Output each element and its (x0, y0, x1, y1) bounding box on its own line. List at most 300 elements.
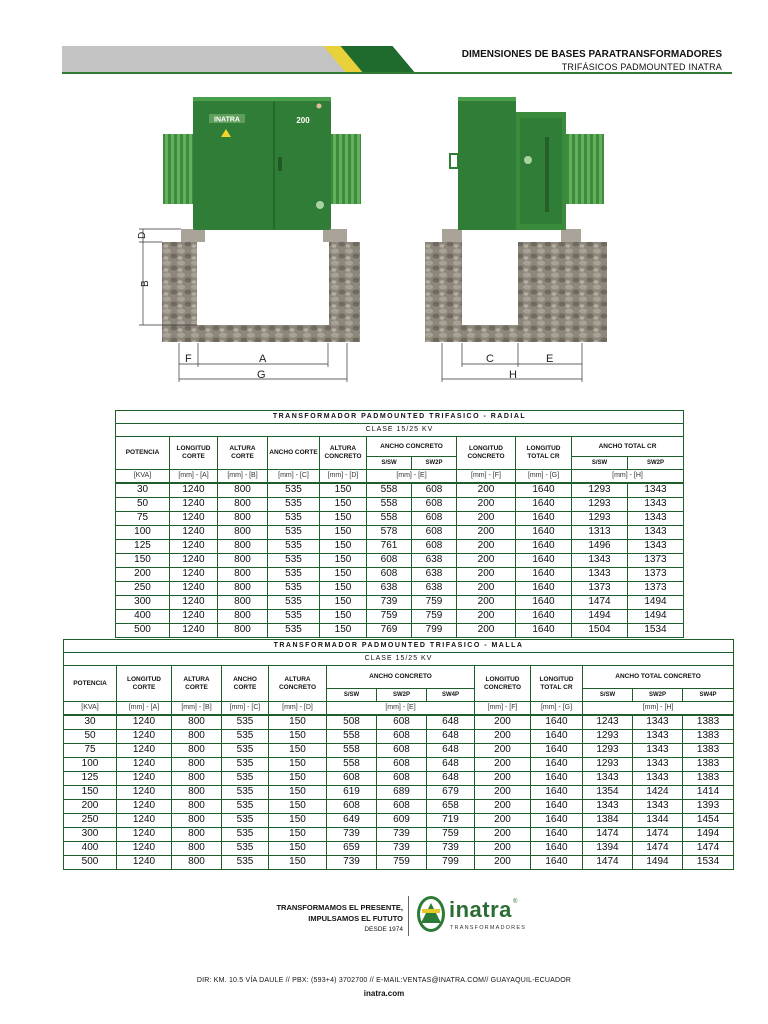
table-row (116, 497, 684, 511)
table-cell: 739 (377, 827, 427, 841)
table-cell: 1343 (633, 799, 683, 813)
table-cell: 1494 (683, 827, 734, 841)
table-cell: 1383 (683, 729, 734, 743)
table-cell: 535 (268, 497, 320, 511)
table-cell: 535 (222, 813, 269, 827)
table-cell: 769 (367, 623, 412, 637)
table-cell: 1293 (583, 743, 633, 757)
table-cell: 1640 (516, 525, 572, 539)
table-cell: 150 (320, 553, 367, 567)
table-cell: 1504 (572, 623, 628, 637)
table-cell: 1240 (117, 799, 172, 813)
malla-title: TRANSFORMADOR PADMOUNTED TRIFASICO - MALLA (64, 640, 734, 653)
table-cell: 200 (475, 743, 531, 757)
table-cell: 759 (412, 595, 457, 609)
table-cell: 558 (367, 511, 412, 525)
malla-hdr-ssw-total: S/SW (583, 689, 633, 702)
table-row (116, 595, 684, 609)
unit-cell: [mm] - [B] (218, 470, 268, 484)
table-cell: 150 (320, 483, 367, 497)
table-cell: 649 (327, 813, 377, 827)
svg-text:H: H (509, 369, 517, 381)
table-cell: 608 (377, 799, 427, 813)
table-cell: 1640 (531, 799, 583, 813)
table-cell: 1240 (170, 609, 218, 623)
radiator-left (163, 134, 193, 204)
table-cell: 150 (269, 757, 327, 771)
table-cell: 1240 (117, 855, 172, 869)
table-cell: 1383 (683, 715, 734, 729)
table-cell: 1240 (170, 539, 218, 553)
table-cell: 1494 (572, 609, 628, 623)
table-cell: 150 (269, 785, 327, 799)
table-cell: 1240 (117, 841, 172, 855)
table-cell: 125 (64, 771, 117, 785)
table-cell: 739 (367, 595, 412, 609)
table-cell: 535 (268, 567, 320, 581)
table-cell: 535 (222, 841, 269, 855)
footer-address: DIR: KM. 10.5 VÍA DAULE // PBX: (593+4) 3702700 // E-MAIL:VENTAS@INATRA.COM// GUAYAQUIL-ECUADOR (196, 977, 572, 984)
table-cell: 200 (116, 567, 170, 581)
table-cell: 1394 (583, 841, 633, 855)
table-cell: 200 (475, 855, 531, 869)
table-cell: 608 (367, 567, 412, 581)
table-cell: 300 (116, 595, 170, 609)
table-cell: 200 (475, 785, 531, 799)
table-cell: 800 (218, 623, 268, 637)
malla-table (63, 639, 734, 870)
table-cell: 800 (218, 581, 268, 595)
table-cell: 500 (64, 855, 117, 869)
unit-cell: [KVA] (64, 702, 117, 716)
table-row (116, 539, 684, 553)
table-row (116, 567, 684, 581)
table-cell: 1343 (583, 771, 633, 785)
radial-hdr-ancho-total: ANCHO TOTAL CR (572, 437, 684, 457)
table-cell: 1496 (572, 539, 628, 553)
table-cell: 500 (116, 623, 170, 637)
unit-cell: [mm] - [G] (516, 470, 572, 484)
table-row (64, 785, 734, 799)
svg-text:G: G (257, 369, 266, 381)
table-cell: 1474 (583, 827, 633, 841)
table-cell: 1640 (516, 581, 572, 595)
table-cell: 535 (268, 623, 320, 637)
table-cell: 535 (222, 855, 269, 869)
radial-hdr-potencia: POTENCIA (116, 437, 170, 470)
table-cell: 800 (218, 553, 268, 567)
radial-table-body (116, 483, 684, 637)
table-cell: 200 (475, 827, 531, 841)
page-title: DIMENSIONES DE BASES PARATRANSFORMADORES (461, 49, 722, 60)
header-gray-band (62, 46, 362, 74)
table-cell: 200 (457, 609, 516, 623)
table-cell: 1474 (633, 841, 683, 855)
radial-hdr-ssw: S/SW (367, 457, 412, 470)
table-cell: 250 (64, 813, 117, 827)
table-cell: 800 (172, 743, 222, 757)
table-cell: 638 (412, 581, 457, 595)
table-cell: 1343 (628, 497, 684, 511)
table-cell: 1640 (531, 855, 583, 869)
table-cell: 1343 (583, 799, 633, 813)
table-cell: 1240 (170, 483, 218, 497)
table-cell: 1343 (633, 715, 683, 729)
table-row (64, 715, 734, 729)
malla-clase: CLASE 15/25 KV (64, 653, 734, 666)
table-cell: 200 (475, 813, 531, 827)
table-cell: 608 (412, 483, 457, 497)
table-cell: 1343 (628, 539, 684, 553)
table-cell: 1494 (633, 855, 683, 869)
table-cell: 200 (64, 799, 117, 813)
radial-hdr-ancho-concreto: ANCHO CONCRETO (367, 437, 457, 457)
page-header (62, 46, 732, 74)
table-cell: 1240 (170, 623, 218, 637)
front-view-diagram (135, 92, 370, 392)
table-cell: 800 (172, 827, 222, 841)
radial-hdr-altura-corte: ALTURA CORTE (218, 437, 268, 470)
radial-title: TRANSFORMADOR PADMOUNTED TRIFASICO - RADIAL (116, 411, 684, 424)
table-cell: 1640 (531, 813, 583, 827)
table-cell: 1383 (683, 743, 734, 757)
table-cell: 535 (268, 553, 320, 567)
table-cell: 200 (457, 553, 516, 567)
table-cell: 608 (412, 511, 457, 525)
table-cell: 1240 (170, 525, 218, 539)
table-cell: 535 (268, 483, 320, 497)
table-cell: 1293 (572, 511, 628, 525)
table-cell: 609 (377, 813, 427, 827)
malla-table-body (64, 715, 734, 869)
logo-shield-icon (416, 895, 446, 933)
unit-cell: [mm] - [B] (172, 702, 222, 716)
table-cell: 800 (218, 567, 268, 581)
table-cell: 535 (222, 715, 269, 729)
inatra-logo (416, 893, 536, 938)
slogan-line-2: IMPULSAMOS EL FUTUTO (308, 914, 403, 923)
table-cell: 739 (427, 841, 475, 855)
table-cell: 1240 (117, 813, 172, 827)
table-cell: 150 (320, 623, 367, 637)
unit-cell: [mm] - [E] (327, 702, 475, 716)
table-cell: 150 (320, 497, 367, 511)
radial-hdr-sw2p-total: SW2P (628, 457, 684, 470)
table-cell: 535 (268, 511, 320, 525)
table-cell: 1240 (117, 785, 172, 799)
table-cell: 1640 (531, 757, 583, 771)
table-cell: 1373 (628, 581, 684, 595)
table-cell: 200 (475, 771, 531, 785)
table-cell: 150 (320, 567, 367, 581)
table-cell: 150 (320, 581, 367, 595)
table-cell: 800 (218, 483, 268, 497)
table-cell: 608 (377, 715, 427, 729)
table-cell: 1640 (516, 483, 572, 497)
malla-hdr-sw4p: SW4P (427, 689, 475, 702)
table-cell: 1640 (516, 511, 572, 525)
table-cell: 1640 (531, 743, 583, 757)
malla-hdr-longitud-concreto: LONGITUD CONCRETO (475, 666, 531, 702)
table-cell: 200 (457, 511, 516, 525)
malla-hdr-longitud-total: LONGITUD TOTAL CR (531, 666, 583, 702)
table-cell: 1240 (117, 771, 172, 785)
table-cell: 1343 (633, 771, 683, 785)
table-cell: 1373 (572, 581, 628, 595)
table-cell: 50 (64, 729, 117, 743)
table-cell: 200 (457, 483, 516, 497)
table-cell: 200 (457, 595, 516, 609)
table-cell: 608 (377, 771, 427, 785)
svg-text:B: B (140, 280, 151, 287)
table-cell: 1640 (531, 827, 583, 841)
table-cell: 535 (222, 757, 269, 771)
table-cell: 1474 (572, 595, 628, 609)
table-cell: 1293 (572, 497, 628, 511)
table-cell: 1474 (633, 827, 683, 841)
table-cell: 800 (172, 799, 222, 813)
table-cell: 608 (412, 497, 457, 511)
table-cell: 1640 (516, 609, 572, 623)
table-cell: 648 (427, 771, 475, 785)
logo-divider (408, 896, 409, 936)
unit-cell: [mm] - [A] (170, 470, 218, 484)
table-cell: 150 (320, 595, 367, 609)
radial-hdr-ssw-total: S/SW (572, 457, 628, 470)
table-cell: 800 (218, 497, 268, 511)
table-cell: 1343 (628, 511, 684, 525)
table-cell: 1240 (170, 595, 218, 609)
table-cell: 648 (427, 715, 475, 729)
table-cell: 759 (412, 609, 457, 623)
table-cell: 300 (64, 827, 117, 841)
table-cell: 1293 (572, 483, 628, 497)
table-cell: 200 (475, 729, 531, 743)
table-cell: 1414 (683, 785, 734, 799)
table-cell: 200 (475, 799, 531, 813)
table-cell: 1240 (117, 715, 172, 729)
malla-hdr-altura-corte: ALTURA CORTE (172, 666, 222, 702)
table-row (64, 827, 734, 841)
table-cell: 250 (116, 581, 170, 595)
table-cell: 558 (367, 483, 412, 497)
radial-hdr-altura-concreto: ALTURA CONCRETO (320, 437, 367, 470)
table-cell: 50 (116, 497, 170, 511)
footer-website[interactable]: inatra.com (363, 989, 405, 998)
table-cell: 1343 (572, 567, 628, 581)
unit-cell: [mm] - [F] (475, 702, 531, 716)
slogan-line-1: TRANSFORMAMOS EL PRESENTE, (276, 903, 403, 912)
table-cell: 400 (116, 609, 170, 623)
table-cell: 1474 (583, 855, 633, 869)
table-cell: 658 (427, 799, 475, 813)
table-cell: 1494 (628, 609, 684, 623)
radial-clase: CLASE 15/25 KV (116, 424, 684, 437)
table-cell: 1534 (628, 623, 684, 637)
table-cell: 150 (116, 553, 170, 567)
table-cell: 800 (172, 841, 222, 855)
table-cell: 400 (64, 841, 117, 855)
table-cell: 100 (64, 757, 117, 771)
table-row (64, 771, 734, 785)
table-cell: 759 (377, 855, 427, 869)
table-cell: 608 (377, 743, 427, 757)
table-cell: 535 (268, 539, 320, 553)
table-cell: 1343 (572, 553, 628, 567)
table-cell: 1240 (117, 729, 172, 743)
table-row (64, 729, 734, 743)
unit-cell: [mm] - [A] (117, 702, 172, 716)
radial-hdr-sw2p: SW2P (412, 457, 457, 470)
table-cell: 200 (457, 497, 516, 511)
table-cell: 608 (327, 799, 377, 813)
table-cell: 1454 (683, 813, 734, 827)
table-cell: 1383 (683, 757, 734, 771)
malla-hdr-sw4p-total: SW4P (683, 689, 734, 702)
table-cell: 800 (218, 539, 268, 553)
table-cell: 1240 (170, 567, 218, 581)
table-cell: 1343 (633, 743, 683, 757)
table-cell: 638 (412, 567, 457, 581)
radiator-right (331, 134, 361, 204)
table-cell: 659 (327, 841, 377, 855)
table-cell: 799 (412, 623, 457, 637)
svg-text:F: F (185, 353, 192, 365)
table-cell: 1343 (628, 483, 684, 497)
table-cell: 150 (269, 729, 327, 743)
table-row (64, 855, 734, 869)
table-cell: 619 (327, 785, 377, 799)
table-cell: 1240 (170, 553, 218, 567)
malla-units-row (64, 702, 734, 716)
table-cell: 759 (367, 609, 412, 623)
table-cell: 150 (269, 841, 327, 855)
table-cell: 1494 (628, 595, 684, 609)
logo-brand: inatra (449, 897, 512, 922)
table-cell: 1384 (583, 813, 633, 827)
table-cell: 535 (222, 771, 269, 785)
table-cell: 535 (222, 799, 269, 813)
table-cell: 150 (269, 743, 327, 757)
table-cell: 739 (377, 841, 427, 855)
unit-cell: [mm] - [D] (269, 702, 327, 716)
table-cell: 1343 (628, 525, 684, 539)
table-cell: 100 (116, 525, 170, 539)
table-cell: 1640 (531, 729, 583, 743)
table-cell: 150 (269, 771, 327, 785)
table-row (116, 525, 684, 539)
table-cell: 638 (412, 553, 457, 567)
table-cell: 800 (172, 715, 222, 729)
table-cell: 1640 (516, 539, 572, 553)
table-cell: 800 (218, 525, 268, 539)
unit-cell: [mm] - [F] (457, 470, 516, 484)
table-cell: 558 (327, 743, 377, 757)
table-cell: 150 (64, 785, 117, 799)
table-cell: 1240 (170, 581, 218, 595)
svg-text:200: 200 (296, 116, 310, 125)
table-cell: 1373 (628, 553, 684, 567)
table-cell: 1640 (516, 567, 572, 581)
table-cell: 150 (320, 511, 367, 525)
slogan-since: DESDE 1974 (364, 926, 403, 933)
table-cell: 200 (457, 539, 516, 553)
table-cell: 800 (218, 511, 268, 525)
table-cell: 125 (116, 539, 170, 553)
table-cell: 800 (172, 771, 222, 785)
malla-hdr-ancho-corte: ANCHO CORTE (222, 666, 269, 702)
table-cell: 1424 (633, 785, 683, 799)
svg-text:C: C (486, 353, 494, 365)
malla-hdr-ancho-concreto: ANCHO CONCRETO (327, 666, 475, 689)
radial-table (115, 410, 684, 638)
table-cell: 1240 (117, 827, 172, 841)
table-cell: 719 (427, 813, 475, 827)
table-cell: 648 (427, 729, 475, 743)
table-cell: 1640 (531, 715, 583, 729)
side-view-diagram (425, 92, 615, 392)
table-cell: 535 (222, 729, 269, 743)
unit-cell: [mm] - [D] (320, 470, 367, 484)
table-cell: 150 (320, 525, 367, 539)
svg-text:INATRA: INATRA (214, 116, 240, 124)
table-row (64, 813, 734, 827)
table-cell: 535 (268, 595, 320, 609)
table-cell: 1240 (170, 511, 218, 525)
table-row (64, 841, 734, 855)
table-cell: 150 (269, 715, 327, 729)
malla-hdr-longitud-corte: LONGITUD CORTE (117, 666, 172, 702)
unit-cell: [mm] - [H] (572, 470, 684, 484)
table-cell: 150 (269, 799, 327, 813)
table-row (116, 511, 684, 525)
table-cell: 1344 (633, 813, 683, 827)
radial-hdr-ancho-corte: ANCHO CORTE (268, 437, 320, 470)
table-cell: 759 (427, 827, 475, 841)
table-cell: 200 (457, 525, 516, 539)
radial-units-row (116, 470, 684, 484)
table-cell: 1313 (572, 525, 628, 539)
table-row (116, 483, 684, 497)
table-cell: 739 (327, 855, 377, 869)
table-cell: 200 (457, 567, 516, 581)
page-subtitle: TRIFÁSICOS PADMOUNTED INATRA (561, 62, 722, 72)
table-cell: 1534 (683, 855, 734, 869)
table-cell: 761 (367, 539, 412, 553)
table-cell: 558 (367, 497, 412, 511)
unit-cell: [mm] - [G] (531, 702, 583, 716)
table-cell: 608 (412, 525, 457, 539)
table-cell: 200 (475, 757, 531, 771)
table-cell: 1240 (170, 497, 218, 511)
table-row (64, 743, 734, 757)
table-cell: 535 (268, 581, 320, 595)
table-cell: 578 (367, 525, 412, 539)
slogan (263, 902, 403, 935)
svg-text:D: D (137, 231, 148, 239)
table-cell: 689 (377, 785, 427, 799)
table-cell: 30 (116, 483, 170, 497)
table-cell: 608 (367, 553, 412, 567)
table-cell: 75 (64, 743, 117, 757)
table-cell: 558 (327, 757, 377, 771)
table-cell: 1243 (583, 715, 633, 729)
logo-registered: ® (513, 899, 518, 905)
table-cell: 508 (327, 715, 377, 729)
malla-hdr-sw2p-total: SW2P (633, 689, 683, 702)
table-cell: 200 (457, 623, 516, 637)
table-cell: 75 (116, 511, 170, 525)
